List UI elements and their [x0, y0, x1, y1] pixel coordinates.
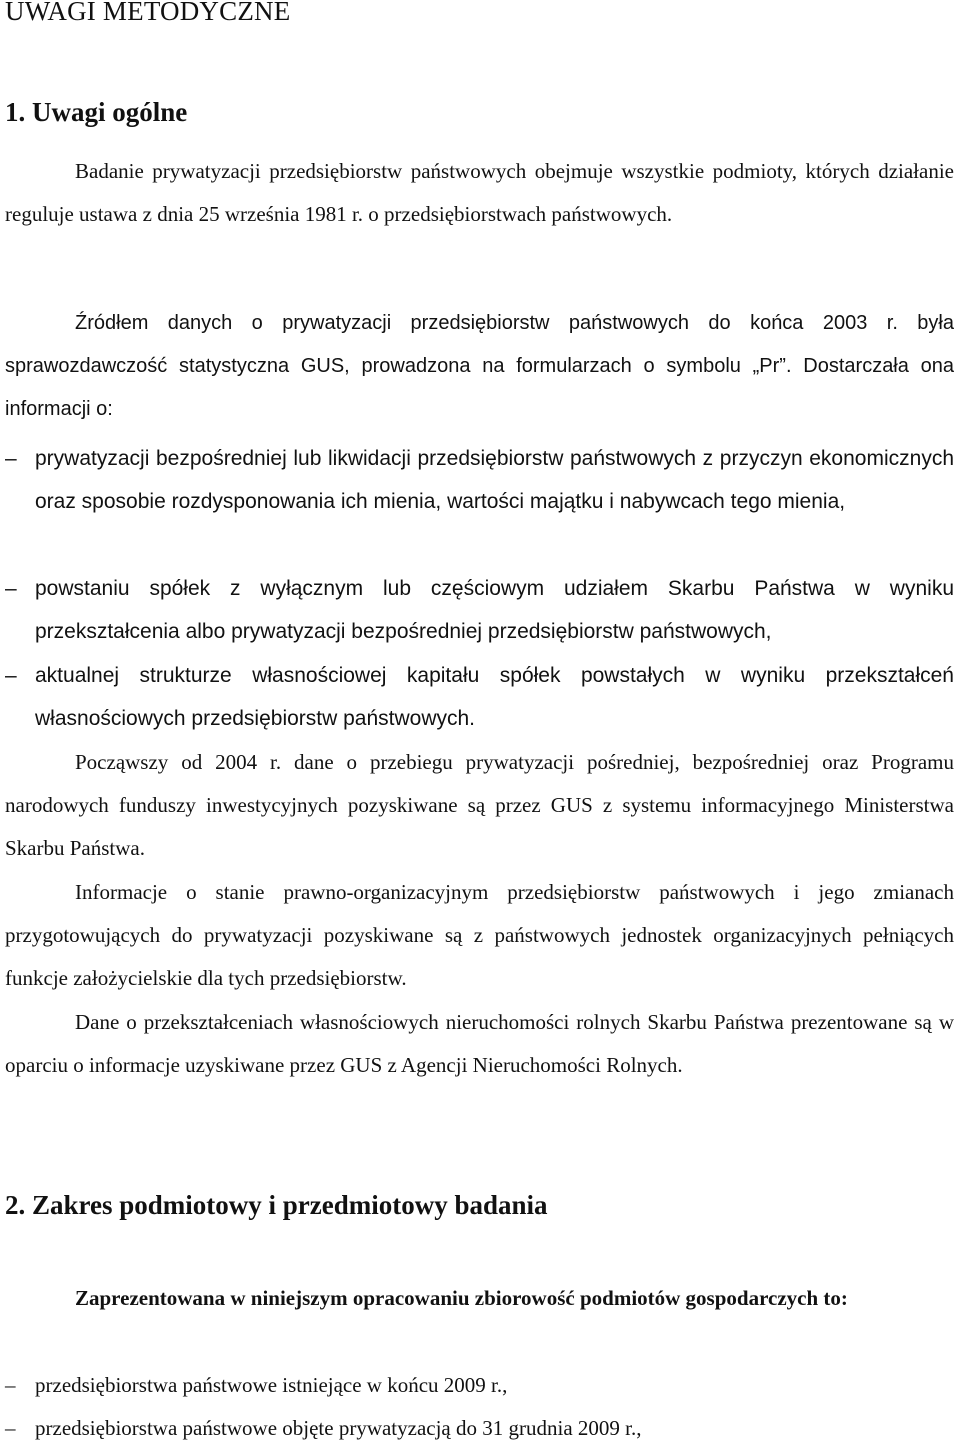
- section-heading-scope: 2. Zakres podmiotowy i przedmiotowy badania: [5, 1190, 548, 1220]
- paragraph-since-2004: Począwszy od 2004 r. dane o przebiegu prywatyzacji pośredniej, bezpośredniej oraz Programu narodowych funduszy inwestycyjnych pozyskiwane są przez GUS z systemu informacyjnego Ministerstwa Skarbu Państwa.: [5, 750, 954, 860]
- list-item: [5, 1364, 954, 1407]
- dash-marker: –: [5, 577, 17, 600]
- dash-marker: –: [5, 447, 17, 470]
- list-item-text: prywatyzacji bezpośredniej lub likwidacji przedsiębiorstw państwowych z przyczyn ekonomicznych oraz sposobie rozdysponowania ich mienia, wartości majątku i nabywcach tego mienia,: [35, 447, 954, 513]
- paragraph-legal-status: Informacje o stanie prawno-organizacyjnym przedsiębiorstw państwowych i jego zmianach przygotowujących do prywatyzacji pozyskiwane są z państwowych jednostek organizacyjnych pełniących funkcje założycielskie dla tych przedsiębiorstw.: [5, 880, 954, 990]
- list-item: [5, 654, 954, 740]
- section-heading-general-notes: 1. Uwagi ogólne: [5, 97, 188, 127]
- list-item: [5, 437, 954, 523]
- dash-marker: –: [5, 1373, 16, 1397]
- dash-marker: –: [5, 1416, 16, 1440]
- list-item: [5, 567, 954, 653]
- list-item-text: aktualnej strukturze własnościowej kapitału spółek powstałych w wyniku przekształceń własnościowych przedsiębiorstw państwowych.: [35, 664, 954, 730]
- paragraph-entities-intro: Zaprezentowana w niniejszym opracowaniu zbiorowość podmiotów gospodarczych to:: [75, 1286, 848, 1310]
- paragraph-data-source: Źródłem danych o prywatyzacji przedsiębiorstw państwowych do końca 2003 r. była sprawozdawczość statystyczna GUS, prowadzona na formularzach o symbolu „Pr”. Dostarczała ona informacji o:: [5, 312, 954, 420]
- paragraph-scope: Badanie prywatyzacji przedsiębiorstw państwowych obejmuje wszystkie podmioty, których działanie reguluje ustawa z dnia 25 września 1981 r. o przedsiębiorstwach państwowych.: [5, 159, 954, 226]
- list-item-text: przedsiębiorstwa państwowe objęte prywatyzacją do 31 grudnia 2009 r.,: [35, 1416, 642, 1440]
- list-item-text: powstaniu spółek z wyłącznym lub częściowym udziałem Skarbu Państwa w wyniku przekształcenia albo prywatyzacji bezpośredniej przedsiębiorstw państwowych,: [35, 577, 954, 643]
- document-title: UWAGI METODYCZNE: [5, 0, 291, 26]
- paragraph-agricultural-property: Dane o przekształceniach własnościowych nieruchomości rolnych Skarbu Państwa prezentowane są w oparciu o informacje uzyskiwane przez GUS z Agencji Nieruchomości Rolnych.: [5, 1010, 954, 1077]
- dash-marker: –: [5, 664, 17, 687]
- list-item-text: przedsiębiorstwa państwowe istniejące w końcu 2009 r.,: [35, 1373, 508, 1397]
